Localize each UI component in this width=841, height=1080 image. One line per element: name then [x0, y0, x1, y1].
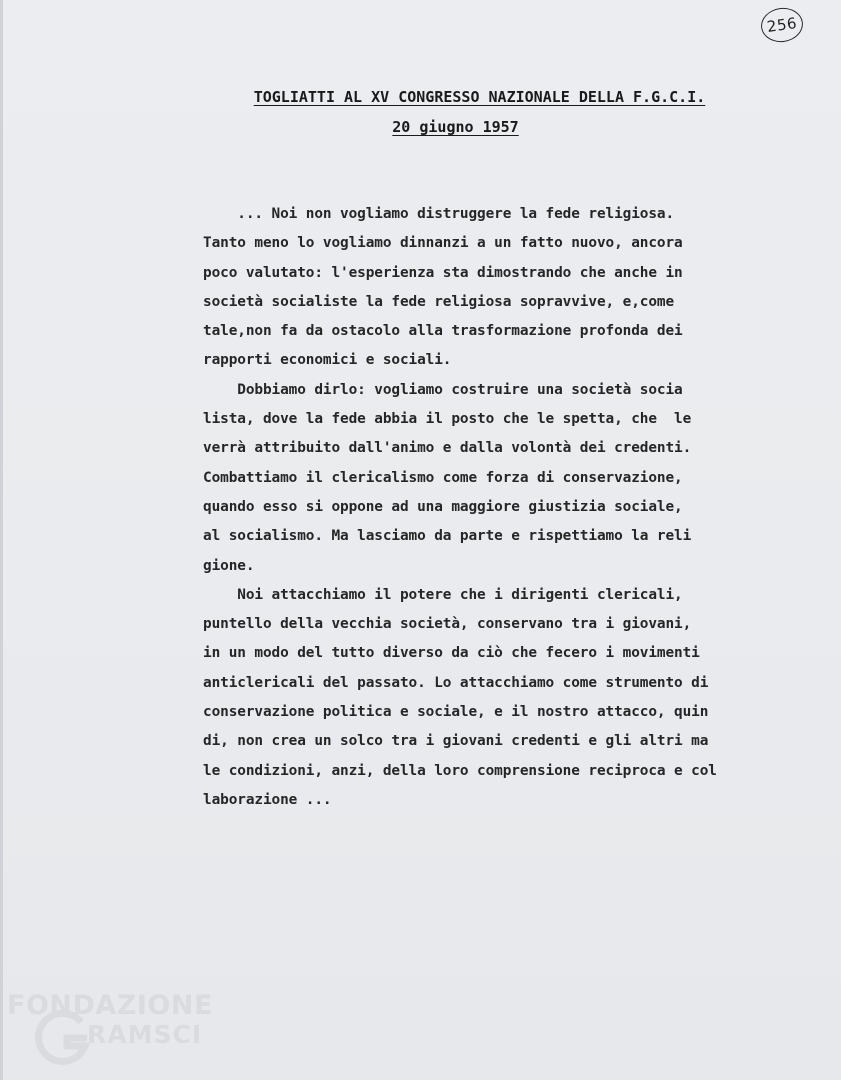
body-line: verrà attribuito dall'animo e dalla volontà dei credenti. — [203, 440, 692, 457]
body-line: le condizioni, anzi, della loro comprensione reciproca e col — [203, 762, 717, 779]
body-line: conservazione politica e sociale, e il nostro attacco, quin — [203, 704, 709, 721]
body-line: poco valutato: l'esperienza sta dimostrando che anche in — [203, 264, 683, 281]
body-line: puntello della vecchia società, conservano tra i giovani, — [203, 616, 692, 633]
body-line: anticlericali del passato. Lo attacchiamo come strumento di — [203, 674, 709, 691]
body-line: società socialiste la fede religiosa sopravvive, e,come — [203, 293, 675, 310]
watermark-line2: RAMSCI — [87, 1020, 203, 1049]
page-number-stamp: 256 — [759, 5, 805, 45]
body-line: lista, dove la fede abbia il posto che le spetta, che le — [203, 411, 692, 428]
document-body — [203, 200, 793, 815]
body-line: al socialismo. Ma lasciamo da parte e rispettiamo la reli — [203, 528, 692, 545]
body-line: Tanto meno lo vogliamo dinnanzi a un fatto nuovo, ancora — [203, 235, 683, 252]
fondazione-gramsci-watermark — [3, 986, 233, 1076]
document-title: TOGLIATTI AL XV CONGRESSO NAZIONALE DELLA F.G.C.I. — [253, 88, 706, 106]
body-line: in un modo del tutto diverso da ciò che fecero i movimenti — [203, 645, 700, 662]
body-line: Noi attacchiamo il potere che i dirigenti clericali, — [203, 586, 683, 603]
body-line: ... Noi non vogliamo distruggere la fede religiosa. — [203, 206, 675, 222]
document-date: 20 giugno 1957 — [392, 118, 519, 136]
body-line: rapporti economici e sociali. — [203, 352, 452, 369]
body-line: Combattiamo il clericalismo come forza di conservazione, — [203, 469, 683, 486]
body-line: quando esso si oppone ad una maggiore giustizia sociale, — [203, 498, 683, 515]
watermark-line1: FONDAZIONE — [7, 990, 213, 1021]
body-line: tale,non fa da ostacolo alla trasformazione profonda dei — [203, 323, 683, 340]
body-line: laborazione ... — [203, 791, 332, 808]
body-line: gione. — [203, 557, 255, 574]
body-line: Dobbiamo dirlo: vogliamo costruire una società socia — [203, 381, 683, 398]
body-line: di, non crea un solco tra i giovani credenti e gli altri ma — [203, 733, 709, 750]
